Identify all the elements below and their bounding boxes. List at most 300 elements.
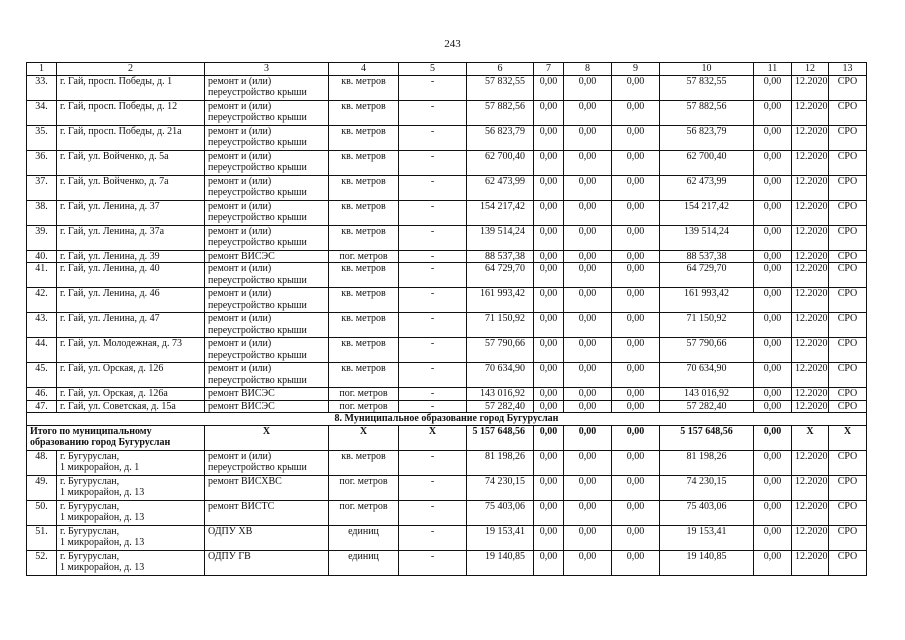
table-cell: 19 153,41 (467, 525, 534, 550)
table-cell: 0,00 (754, 363, 792, 388)
table-cell: 57 882,56 (467, 100, 534, 125)
table-cell: 88 537,38 (660, 250, 754, 263)
table-cell: 0,00 (612, 288, 660, 313)
table-cell: 41. (27, 263, 57, 288)
section-row (27, 413, 867, 426)
table-cell: 0,00 (534, 225, 564, 250)
table-cell (205, 200, 329, 225)
table-cell: 88 537,38 (467, 250, 534, 263)
table-cell: кв. метров (329, 150, 399, 175)
table-cell: 64 729,70 (467, 263, 534, 288)
cell-line: ремонт и (или) (208, 363, 272, 374)
column-header: 1 (27, 63, 57, 76)
table-cell (205, 338, 329, 363)
cell-line: ремонт и (или) (208, 288, 272, 299)
table-cell (57, 525, 205, 550)
table-cell: 12.2020 (792, 450, 829, 475)
column-header: 11 (754, 63, 792, 76)
table-cell: г. Гай, ул. Ленина, д. 46 (57, 288, 205, 313)
column-header: 9 (612, 63, 660, 76)
cell-line: 1 микрорайон, д. 13 (60, 537, 145, 548)
table-cell: 57 282,40 (660, 400, 754, 413)
table-cell: г. Гай, просп. Победы, д. 12 (57, 100, 205, 125)
table-cell: 12.2020 (792, 263, 829, 288)
table-cell (57, 550, 205, 575)
table-cell: 0,00 (534, 250, 564, 263)
table-cell: СРО (829, 475, 867, 500)
table-cell: 0,00 (534, 125, 564, 150)
table-cell: 154 217,42 (467, 200, 534, 225)
cell-line: переустройство крыши (208, 187, 307, 198)
table-cell: 0,00 (612, 250, 660, 263)
table-cell: 12.2020 (792, 125, 829, 150)
table-cell: 12.2020 (792, 250, 829, 263)
column-header: 2 (57, 63, 205, 76)
table-cell: 0,00 (612, 475, 660, 500)
table-cell (205, 125, 329, 150)
table-cell: X (205, 425, 329, 450)
table-cell: 0,00 (564, 288, 612, 313)
table-row (27, 525, 867, 550)
table-cell: 46. (27, 388, 57, 401)
table-cell (57, 475, 205, 500)
table-cell: 12.2020 (792, 225, 829, 250)
column-header: 8 (564, 63, 612, 76)
table-cell: пог. метров (329, 400, 399, 413)
table-cell: 44. (27, 338, 57, 363)
cell-line: переустройство крыши (208, 112, 307, 123)
table-cell (205, 475, 329, 500)
table-cell: 0,00 (612, 500, 660, 525)
table-cell: 0,00 (612, 125, 660, 150)
table-cell: 0,00 (564, 475, 612, 500)
table-cell: 0,00 (612, 525, 660, 550)
cell-line: переустройство крыши (208, 374, 307, 386)
table-cell: 0,00 (534, 200, 564, 225)
table-row (27, 400, 867, 413)
header-row (27, 63, 867, 76)
table-body (27, 63, 867, 576)
table-cell: пог. метров (329, 500, 399, 525)
table-row (27, 363, 867, 388)
table-cell: кв. метров (329, 175, 399, 200)
table-row (27, 288, 867, 313)
table-cell: 71 150,92 (660, 313, 754, 338)
table-cell: - (399, 400, 467, 413)
table-cell: 0,00 (754, 175, 792, 200)
table-cell: 12.2020 (792, 150, 829, 175)
table-cell: 50. (27, 500, 57, 525)
cell-line: г. Бугуруслан, (60, 550, 120, 562)
table-cell: - (399, 550, 467, 575)
table-cell: 40. (27, 250, 57, 263)
cell-line: ремонт и (или) (208, 338, 272, 349)
cell-line: ремонт и (или) (208, 150, 272, 162)
table-cell: 0,00 (612, 150, 660, 175)
table-row (27, 125, 867, 150)
table-row (27, 500, 867, 525)
column-header: 4 (329, 63, 399, 76)
table-cell: 0,00 (612, 338, 660, 363)
table-row (27, 338, 867, 363)
table-cell: 0,00 (564, 75, 612, 100)
table-cell: 62 700,40 (660, 150, 754, 175)
table-cell: - (399, 225, 467, 250)
table-cell: 0,00 (754, 75, 792, 100)
table-cell (205, 525, 329, 550)
table-cell: 57 832,55 (467, 75, 534, 100)
table-cell: 0,00 (564, 338, 612, 363)
table-cell: 56 823,79 (660, 125, 754, 150)
table-cell: 0,00 (754, 250, 792, 263)
total-row (27, 425, 867, 450)
table-row (27, 250, 867, 263)
table-cell (205, 288, 329, 313)
cell-line: ремонт и (или) (208, 200, 272, 212)
table-cell: - (399, 388, 467, 401)
table-cell: СРО (829, 363, 867, 388)
table-cell: 0,00 (564, 425, 612, 450)
cell-line: г. Бугуруслан, (60, 500, 120, 512)
table-row (27, 175, 867, 200)
table-cell: 38. (27, 200, 57, 225)
table-cell: 35. (27, 125, 57, 150)
table-cell: 0,00 (534, 363, 564, 388)
table-cell: 0,00 (612, 263, 660, 288)
table-cell: 12.2020 (792, 175, 829, 200)
table-cell: 36. (27, 150, 57, 175)
table-cell: СРО (829, 338, 867, 363)
table-cell: СРО (829, 150, 867, 175)
table-cell: 62 473,99 (467, 175, 534, 200)
table-cell: 12.2020 (792, 75, 829, 100)
capital-repair-table (26, 62, 867, 576)
table-cell: 0,00 (534, 288, 564, 313)
section-title: 8. Муниципальное образование город Бугуруслан (27, 413, 867, 426)
table-cell (205, 75, 329, 100)
cell-line: переустройство крыши (208, 137, 307, 148)
table-cell (57, 450, 205, 475)
table-cell: 5 157 648,56 (467, 425, 534, 450)
table-cell: 0,00 (564, 225, 612, 250)
table-row (27, 388, 867, 401)
column-header: 10 (660, 63, 754, 76)
cell-line: ремонт и (или) (208, 125, 272, 137)
table-row (27, 475, 867, 500)
table-cell: г. Гай, ул. Советская, д. 15а (57, 400, 205, 413)
table-cell: СРО (829, 75, 867, 100)
table-cell: кв. метров (329, 338, 399, 363)
table-cell: СРО (829, 288, 867, 313)
table-cell: СРО (829, 175, 867, 200)
table-cell: 0,00 (534, 475, 564, 500)
table-cell (57, 500, 205, 525)
table-cell: кв. метров (329, 75, 399, 100)
cell-line: переустройство крыши (208, 324, 307, 336)
cell-line: ремонт и (или) (208, 100, 272, 112)
table-cell: 12.2020 (792, 475, 829, 500)
cell-line: ремонт и (или) (208, 450, 272, 462)
table-cell: - (399, 200, 467, 225)
table-cell: 57 882,56 (660, 100, 754, 125)
table-cell (205, 263, 329, 288)
table-cell: 0,00 (754, 100, 792, 125)
table-cell (205, 175, 329, 200)
table-cell: 0,00 (564, 500, 612, 525)
table-cell: 0,00 (564, 525, 612, 550)
table-cell: 0,00 (612, 425, 660, 450)
table-cell: - (399, 125, 467, 150)
table-cell: 139 514,24 (660, 225, 754, 250)
cell-line: ремонт и (или) (208, 175, 272, 187)
table-cell: - (399, 363, 467, 388)
table-cell: 0,00 (564, 150, 612, 175)
table-cell (205, 313, 329, 338)
table-cell: СРО (829, 313, 867, 338)
table-cell: кв. метров (329, 100, 399, 125)
cell-line: ремонт и (или) (208, 75, 272, 87)
table-cell: 0,00 (534, 150, 564, 175)
cell-line: ремонт и (или) (208, 225, 272, 237)
table-cell: г. Гай, ул. Ленина, д. 37а (57, 225, 205, 250)
cell-line: ОДПУ ХВ (208, 525, 253, 537)
table-row (27, 150, 867, 175)
table-cell: 0,00 (754, 425, 792, 450)
cell-line: ремонт ВИСЭС (208, 250, 275, 262)
table-cell: 0,00 (564, 100, 612, 125)
table-cell: - (399, 475, 467, 500)
table-cell: 34. (27, 100, 57, 125)
cell-line: 1 микрорайон, д. 1 (60, 462, 140, 473)
table-cell: 57 790,66 (660, 338, 754, 363)
table-cell: 0,00 (564, 250, 612, 263)
table-cell: 0,00 (612, 550, 660, 575)
column-header: 13 (829, 63, 867, 76)
table-cell: пог. метров (329, 388, 399, 401)
table-cell: кв. метров (329, 288, 399, 313)
table-cell: 0,00 (754, 313, 792, 338)
table-cell: г. Гай, ул. Ленина, д. 39 (57, 250, 205, 263)
table-cell: 57 790,66 (467, 338, 534, 363)
table-cell: 70 634,90 (660, 363, 754, 388)
table-cell: 12.2020 (792, 338, 829, 363)
table-cell: 12.2020 (792, 525, 829, 550)
page-number: 243 (444, 38, 461, 50)
table-cell: 0,00 (612, 75, 660, 100)
table-cell: г. Гай, ул. Молодежная, д. 73 (57, 338, 205, 363)
table-cell: 74 230,15 (660, 475, 754, 500)
table-cell: СРО (829, 250, 867, 263)
table-cell (205, 388, 329, 401)
table-cell: г. Гай, ул. Ленина, д. 37 (57, 200, 205, 225)
table-cell (205, 500, 329, 525)
table-cell: 0,00 (612, 400, 660, 413)
cell-line: переустройство крыши (208, 462, 307, 473)
table-cell: 0,00 (534, 313, 564, 338)
table-cell: 71 150,92 (467, 313, 534, 338)
table-cell: 139 514,24 (467, 225, 534, 250)
table-cell: 33. (27, 75, 57, 100)
table-cell: 12.2020 (792, 500, 829, 525)
table-cell: 0,00 (534, 75, 564, 100)
cell-line: 1 микрорайон, д. 13 (60, 487, 145, 498)
table-cell: 75 403,06 (467, 500, 534, 525)
table-cell: 0,00 (564, 125, 612, 150)
table-cell: СРО (829, 550, 867, 575)
table-cell: 0,00 (564, 363, 612, 388)
table-cell: 0,00 (612, 225, 660, 250)
table-cell: 43. (27, 313, 57, 338)
table-cell: 0,00 (534, 263, 564, 288)
table-cell: кв. метров (329, 125, 399, 150)
table-cell: - (399, 288, 467, 313)
table-cell: 0,00 (564, 400, 612, 413)
table-cell: г. Гай, ул. Орская, д. 126а (57, 388, 205, 401)
table-cell: СРО (829, 388, 867, 401)
table-cell: 0,00 (564, 313, 612, 338)
table-row (27, 263, 867, 288)
table-cell: 143 016,92 (660, 388, 754, 401)
cell-line: переустройство крыши (208, 87, 307, 98)
table-cell: кв. метров (329, 450, 399, 475)
table-cell: 0,00 (754, 263, 792, 288)
cell-line: переустройство крыши (208, 349, 307, 361)
table-cell: 0,00 (534, 525, 564, 550)
table-cell: 0,00 (564, 388, 612, 401)
table-cell: 0,00 (564, 200, 612, 225)
cell-line: Итого по муниципальному (30, 425, 152, 437)
table-cell: 45. (27, 363, 57, 388)
table-cell: г. Гай, ул. Войченко, д. 7а (57, 175, 205, 200)
table-cell: 0,00 (534, 338, 564, 363)
cell-line: ремонт ВИСЭС (208, 388, 275, 399)
table-cell: г. Гай, ул. Орская, д. 126 (57, 363, 205, 388)
table-cell: кв. метров (329, 313, 399, 338)
cell-line: г. Бугуруслан, (60, 525, 120, 537)
cell-line: переустройство крыши (208, 274, 307, 286)
table-cell: 0,00 (754, 338, 792, 363)
cell-line: переустройство крыши (208, 212, 307, 223)
table-cell: СРО (829, 100, 867, 125)
table-cell: 0,00 (612, 388, 660, 401)
table-cell: г. Гай, ул. Войченко, д. 5а (57, 150, 205, 175)
table-cell (205, 250, 329, 263)
table-cell: единиц (329, 525, 399, 550)
table-cell (205, 400, 329, 413)
table-cell: 12.2020 (792, 100, 829, 125)
table-cell: 161 993,42 (660, 288, 754, 313)
table-cell: 12.2020 (792, 288, 829, 313)
column-header: 3 (205, 63, 329, 76)
table-cell: 0,00 (754, 200, 792, 225)
table-cell: пог. метров (329, 475, 399, 500)
table-cell: 56 823,79 (467, 125, 534, 150)
table-row (27, 450, 867, 475)
table-cell: 0,00 (534, 550, 564, 575)
table-cell: 0,00 (612, 175, 660, 200)
cell-line: ремонт и (или) (208, 313, 272, 324)
cell-line: г. Бугуруслан, (60, 450, 120, 462)
table-cell: - (399, 338, 467, 363)
cell-line: переустройство крыши (208, 162, 307, 173)
table-cell: - (399, 525, 467, 550)
table-cell: г. Гай, просп. Победы, д. 1 (57, 75, 205, 100)
table-cell: 64 729,70 (660, 263, 754, 288)
table-cell: 19 140,85 (660, 550, 754, 575)
table-cell: 12.2020 (792, 400, 829, 413)
table-cell: 0,00 (754, 525, 792, 550)
table-cell: 51. (27, 525, 57, 550)
table-cell: СРО (829, 525, 867, 550)
table-cell: 74 230,15 (467, 475, 534, 500)
table-cell (205, 225, 329, 250)
table-cell: X (792, 425, 829, 450)
table-cell: г. Гай, ул. Ленина, д. 47 (57, 313, 205, 338)
table-cell: - (399, 75, 467, 100)
table-cell: кв. метров (329, 225, 399, 250)
table-cell: 0,00 (612, 450, 660, 475)
table-cell: 37. (27, 175, 57, 200)
table-cell: 12.2020 (792, 388, 829, 401)
table-cell: 81 198,26 (467, 450, 534, 475)
table-row (27, 225, 867, 250)
table-cell: 154 217,42 (660, 200, 754, 225)
table-cell: 0,00 (754, 150, 792, 175)
table-cell: 48. (27, 450, 57, 475)
table-cell: 0,00 (534, 388, 564, 401)
table-cell: СРО (829, 125, 867, 150)
table-cell: 12.2020 (792, 550, 829, 575)
cell-line: переустройство крыши (208, 299, 307, 311)
table-cell: 0,00 (754, 400, 792, 413)
table-cell: кв. метров (329, 200, 399, 225)
table-cell: 0,00 (564, 175, 612, 200)
table-cell: 81 198,26 (660, 450, 754, 475)
table-cell (205, 100, 329, 125)
table-cell: 0,00 (754, 550, 792, 575)
table-cell: - (399, 313, 467, 338)
table-cell: 47. (27, 400, 57, 413)
table-cell: 143 016,92 (467, 388, 534, 401)
table-cell: г. Гай, ул. Ленина, д. 40 (57, 263, 205, 288)
table-cell: - (399, 500, 467, 525)
table-cell: СРО (829, 500, 867, 525)
table-cell: 0,00 (564, 450, 612, 475)
table-cell: 12.2020 (792, 363, 829, 388)
cell-line: ОДПУ ГВ (208, 550, 251, 562)
table-cell: 0,00 (754, 225, 792, 250)
cell-line: ремонт ВИСТС (208, 500, 275, 512)
table-row (27, 550, 867, 575)
table-cell: единиц (329, 550, 399, 575)
cell-line: ремонт ВИСЭС (208, 400, 275, 412)
table-cell: - (399, 250, 467, 263)
table-cell: 12.2020 (792, 200, 829, 225)
table-cell: 12.2020 (792, 313, 829, 338)
table-cell: СРО (829, 450, 867, 475)
table-cell: 39. (27, 225, 57, 250)
table-cell: 0,00 (534, 450, 564, 475)
table-cell: 0,00 (612, 200, 660, 225)
table-cell: 0,00 (612, 363, 660, 388)
table-row (27, 313, 867, 338)
table-cell: - (399, 450, 467, 475)
table-cell: 5 157 648,56 (660, 425, 754, 450)
cell-line: ремонт ВИСХВС (208, 475, 282, 487)
table-cell: СРО (829, 200, 867, 225)
table-cell: кв. метров (329, 263, 399, 288)
table-cell: 49. (27, 475, 57, 500)
